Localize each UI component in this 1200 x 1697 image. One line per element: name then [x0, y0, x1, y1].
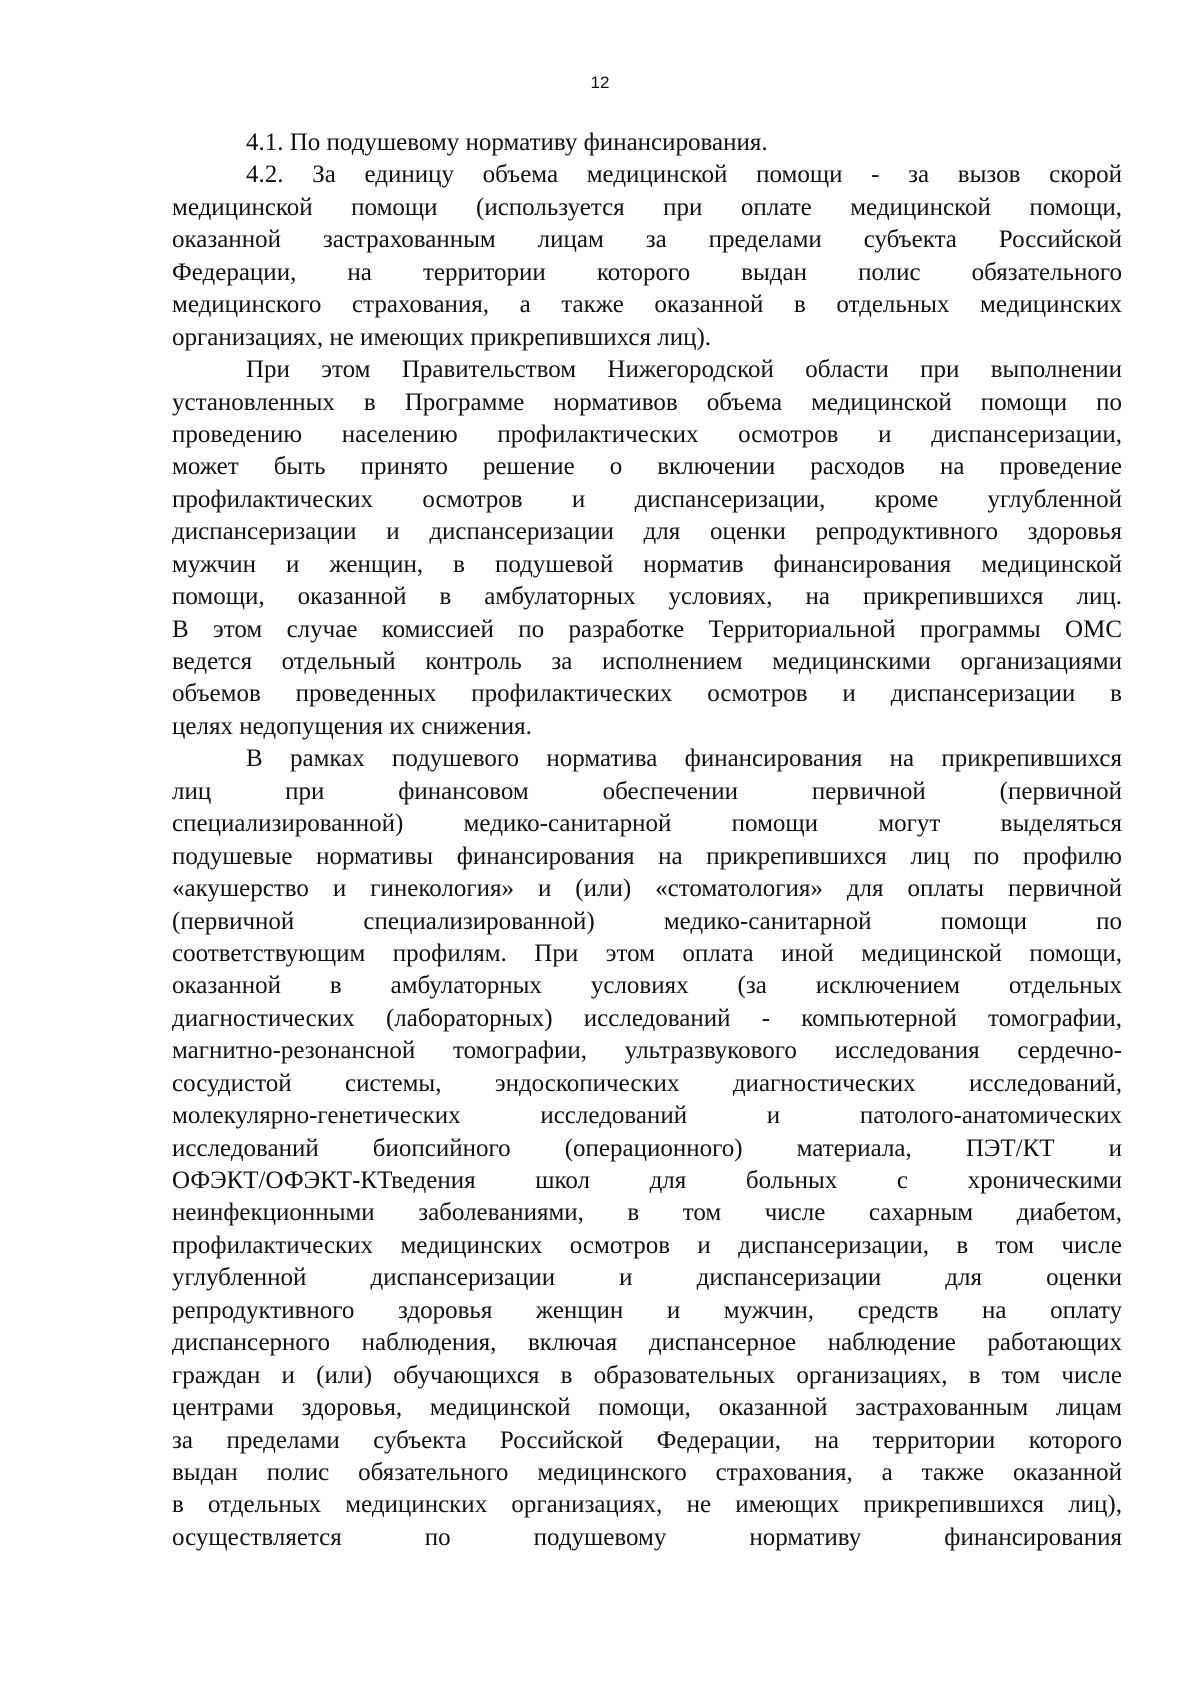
text-line: магнитно-резонансной томографии, ультразвукового исследования сердечно-	[172, 1037, 1122, 1065]
text-line: Федерации, на территории которого выдан полис обязательного	[172, 258, 1122, 286]
text-line: медицинской помощи (используется при оплате медицинской помощи,	[172, 193, 1122, 221]
text-line: профилактических медицинских осмотров и диспансеризации, в том числе	[172, 1231, 1122, 1259]
text-line: ведется отдельный контроль за исполнением медицинскими организациями	[172, 648, 1122, 675]
page-number: 12	[590, 73, 610, 92]
text-line: 4.2. За единицу объема медицинской помощи - за вызов скорой	[246, 161, 1122, 189]
text-line: «акушерство и гинекология» и (или) «стоматология» для оплаты первичной	[172, 875, 1122, 903]
text-line: граждан и (или) обучающихся в образовательных организациях, в том числе	[172, 1361, 1122, 1389]
text-line: исследований биопсийного (операционного) материала, ПЭТ/КТ и	[172, 1134, 1122, 1162]
text-line: осуществляется по подушевому нормативу финансирования	[172, 1523, 1122, 1551]
text-line: ОФЭКТ/ОФЭКТ-КТведения школ для больных с хроническими	[172, 1167, 1122, 1194]
text-line: сосудистой системы, эндоскопических диагностических исследований,	[172, 1069, 1122, 1097]
text-line: объемов проведенных профилактических осмотров и диспансеризации в	[172, 680, 1122, 708]
text-line: 4.1. По подушевому нормативу финансирования.	[246, 129, 768, 156]
text-line: В рамках подушевого норматива финансирования на прикрепившихся	[246, 745, 1122, 773]
text-line: лиц при финансовом обеспечении первичной (первичной	[172, 777, 1122, 805]
text-line: организациях, не имеющих прикрепившихся лиц).	[172, 323, 712, 351]
text-line: соответствующим профилям. При этом оплата иной медицинской помощи,	[172, 939, 1122, 967]
text-line: оказанной застрахованным лицам за пределами субъекта Российской	[172, 226, 1122, 254]
text-line: в отдельных медицинских организациях, не имеющих прикрепившихся лиц),	[172, 1491, 1122, 1519]
text-line: центрами здоровья, медицинской помощи, оказанной застрахованным лицам	[172, 1394, 1122, 1422]
text-line: неинфекционными заболеваниями, в том числе сахарным диабетом,	[172, 1199, 1122, 1227]
text-line: за пределами субъекта Российской Федерации, на территории которого	[172, 1426, 1122, 1454]
text-line: целях недопущения их снижения.	[172, 712, 532, 740]
text-line: (первичной специализированной) медико-санитарной помощи по	[172, 907, 1122, 935]
text-line: диспансеризации и диспансеризации для оценки репродуктивного здоровья	[172, 518, 1122, 546]
text-line: оказанной в амбулаторных условиях (за исключением отдельных	[172, 972, 1122, 1000]
text-line: подушевые нормативы финансирования на прикрепившихся лиц по профилю	[172, 842, 1122, 870]
text-line: может быть принято решение о включении расходов на проведение	[172, 453, 1122, 481]
text-line: При этом Правительством Нижегородской области при выполнении	[246, 356, 1122, 384]
text-line: помощи, оказанной в амбулаторных условиях, на прикрепившихся лиц.	[172, 583, 1122, 611]
text-line: медицинского страхования, а также оказанной в отдельных медицинских	[172, 291, 1122, 319]
text-line: профилактических осмотров и диспансеризации, кроме углубленной	[172, 485, 1122, 513]
text-line: диагностических (лабораторных) исследований - компьютерной томографии,	[172, 1004, 1122, 1032]
text-line: диспансерного наблюдения, включая диспансерное наблюдение работающих	[172, 1329, 1122, 1357]
text-line: специализированной) медико-санитарной помощи могут выделяться	[172, 810, 1122, 838]
text-line: молекулярно-генетических исследований и патолого-анатомических	[172, 1102, 1122, 1130]
text-line: установленных в Программе нормативов объема медицинской помощи по	[172, 388, 1122, 416]
text-line: выдан полис обязательного медицинского страхования, а также оказанной	[172, 1458, 1122, 1486]
text-line: мужчин и женщин, в подушевой норматив финансирования медицинской	[172, 550, 1122, 578]
document-body	[172, 127, 1122, 1554]
text-line: углубленной диспансеризации и диспансеризации для оценки	[172, 1264, 1122, 1292]
text-line: проведению населению профилактических осмотров и диспансеризации,	[172, 420, 1122, 448]
text-line: репродуктивного здоровья женщин и мужчин, средств на оплату	[172, 1296, 1122, 1324]
text-line: В этом случае комиссией по разработке Территориальной программы ОМС	[172, 615, 1122, 643]
